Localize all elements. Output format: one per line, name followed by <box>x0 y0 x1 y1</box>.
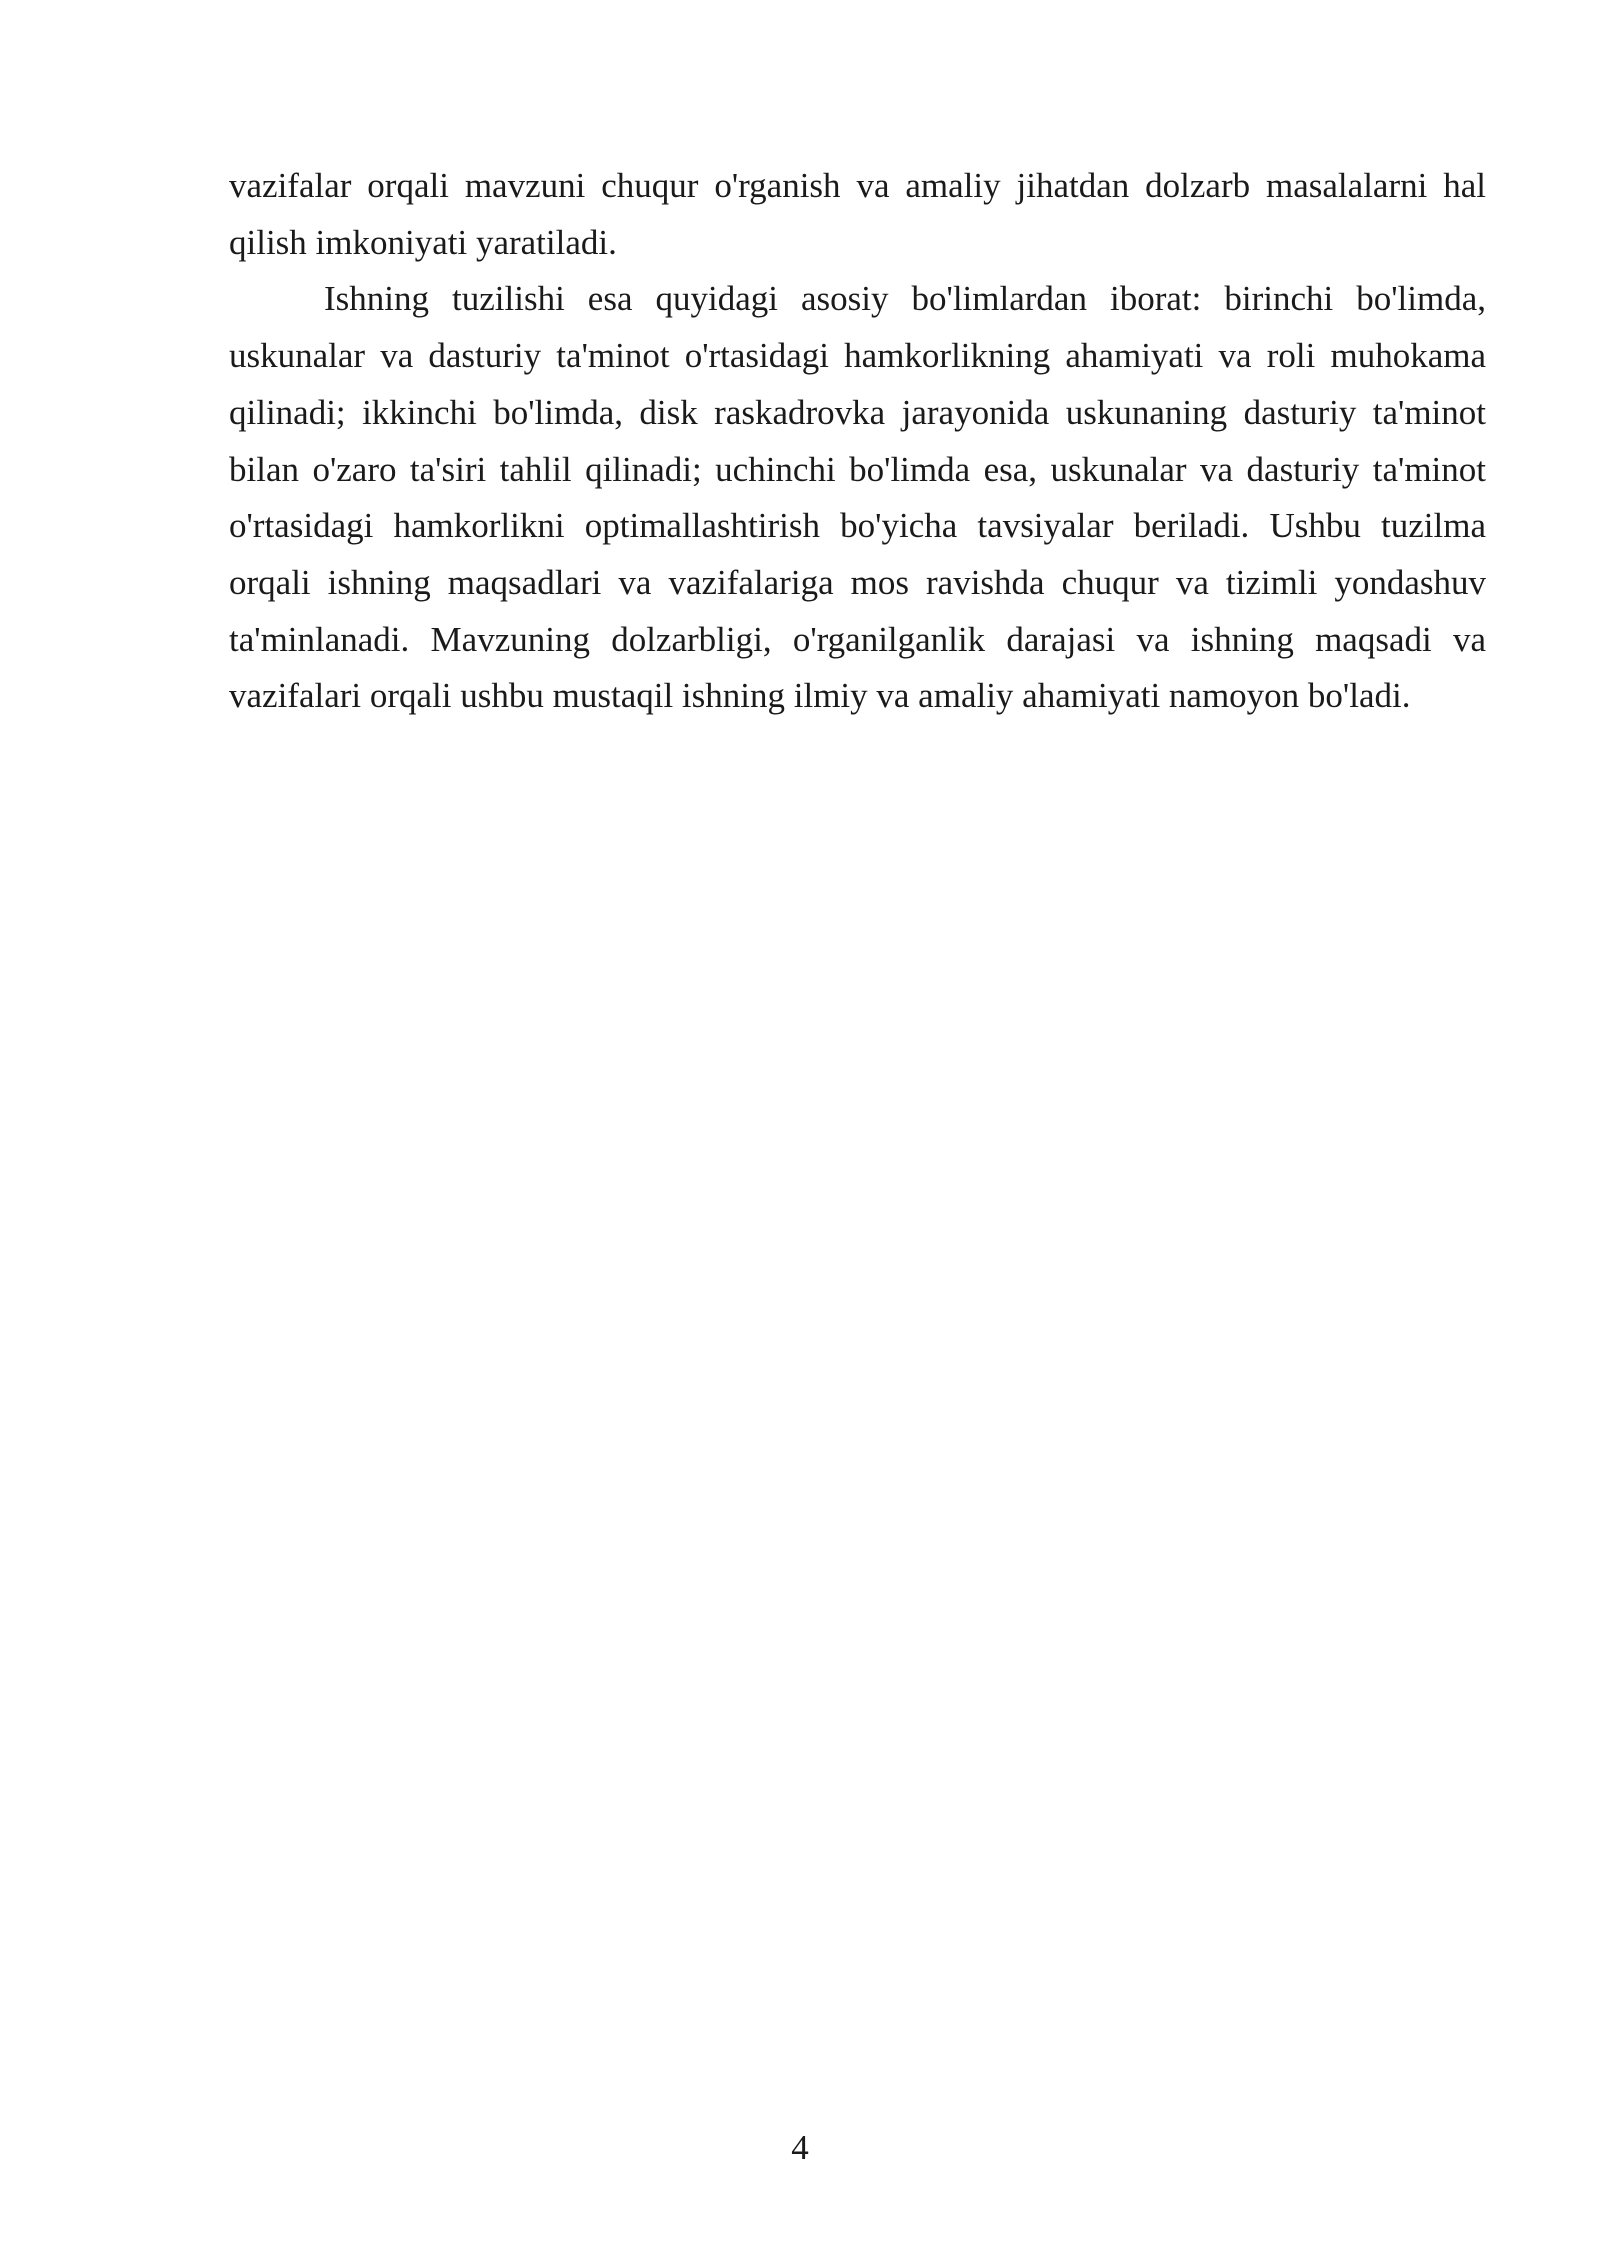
body-text <box>229 158 1486 725</box>
paragraph-continuation: vazifalar orqali mavzuni chuqur o'rganish va amaliy jihatdan dolzarb masalalarni hal qilish imkoniyati yaratiladi. <box>229 166 1486 262</box>
page-number: 4 <box>791 2128 809 2167</box>
paragraph-structure: Ishning tuzilishi esa quyidagi asosiy bo'limlardan iborat: birinchi bo'limda, uskunalar va dasturiy ta'minot o'rtasidagi hamkorlikning ahamiyati va roli muhokama qilinadi; ikkinchi bo'limda, disk raskadrovka jarayonida uskunaning dasturiy ta'minot bilan o'zaro ta'siri tahlil qilinadi; uchinchi bo'limda esa, uskunalar va dasturiy ta'minot o'rtasidagi hamkorlikni optimallashtirish bo'yicha tavsiyalar beriladi. Ushbu tuzilma orqali ishning maqsadlari va vazifalariga mos ravishda chuqur va tizimli yondashuv ta'minlanadi. Mavzuning dolzarbligi, o'rganilganlik darajasi va ishning maqsadi va vazifalari orqali ushbu mustaqil ishning ilmiy va amaliy ahamiyati namoyon bo'ladi. <box>229 279 1486 716</box>
